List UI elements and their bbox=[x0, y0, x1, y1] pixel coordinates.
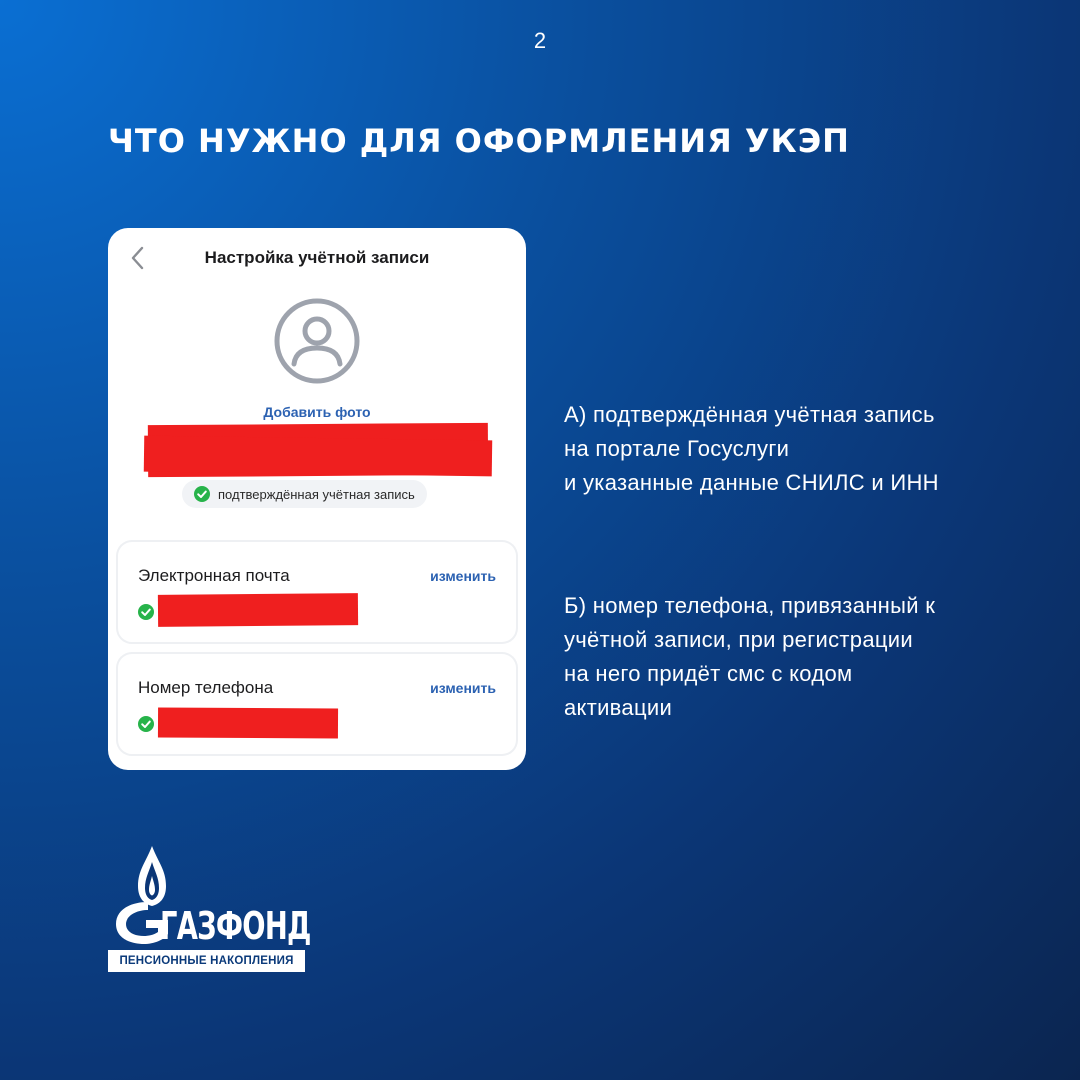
screen-title: Настройка учётной записи bbox=[204, 248, 430, 267]
check-circle-icon bbox=[138, 604, 154, 620]
requirement-b-line: на него придёт смс с кодом bbox=[564, 661, 853, 686]
redacted-phone-value bbox=[158, 708, 338, 739]
redacted-user-name-overlay bbox=[144, 436, 492, 477]
requirement-a-line: на портале Госуслуги bbox=[564, 436, 790, 461]
requirement-a bbox=[564, 398, 1004, 500]
logo-name: ГАЗФОНД bbox=[160, 904, 311, 948]
edit-email-link[interactable]: изменить bbox=[430, 568, 496, 584]
page-number: 2 bbox=[533, 28, 547, 53]
email-block bbox=[118, 542, 516, 642]
requirement-b-line: активации bbox=[564, 695, 673, 720]
requirement-b bbox=[564, 589, 1004, 725]
redacted-email-value bbox=[158, 593, 358, 627]
verified-status-badge bbox=[182, 480, 427, 508]
phone-block bbox=[118, 654, 516, 754]
requirement-b-line: учётной записи, при регистрации bbox=[564, 627, 913, 652]
screen-header bbox=[108, 228, 526, 288]
slide-title: ЧТО НУЖНО ДЛЯ ОФОРМЛЕНИЯ УКЭП bbox=[108, 122, 850, 160]
requirement-b-line: Б) номер телефона, привязанный к bbox=[564, 593, 936, 618]
logo-subtitle: ПЕНСИОННЫЕ НАКОПЛЕНИЯ bbox=[108, 950, 305, 972]
check-circle-icon bbox=[138, 716, 154, 732]
phone-label: Номер телефона bbox=[138, 678, 274, 697]
requirement-a-line: и указанные данные СНИЛС и ИНН bbox=[564, 470, 939, 495]
edit-phone-link[interactable]: изменить bbox=[430, 680, 496, 696]
requirement-a-line: А) подтверждённая учётная запись bbox=[564, 402, 935, 427]
gazfond-logo bbox=[108, 840, 311, 980]
account-settings-screenshot bbox=[108, 228, 526, 770]
email-label: Электронная почта bbox=[138, 566, 290, 585]
add-photo-link[interactable]: Добавить фото bbox=[263, 404, 371, 420]
verified-status-label: подтверждённая учётная запись bbox=[218, 486, 415, 502]
check-circle-icon bbox=[194, 486, 210, 502]
avatar-icon[interactable] bbox=[274, 298, 360, 384]
